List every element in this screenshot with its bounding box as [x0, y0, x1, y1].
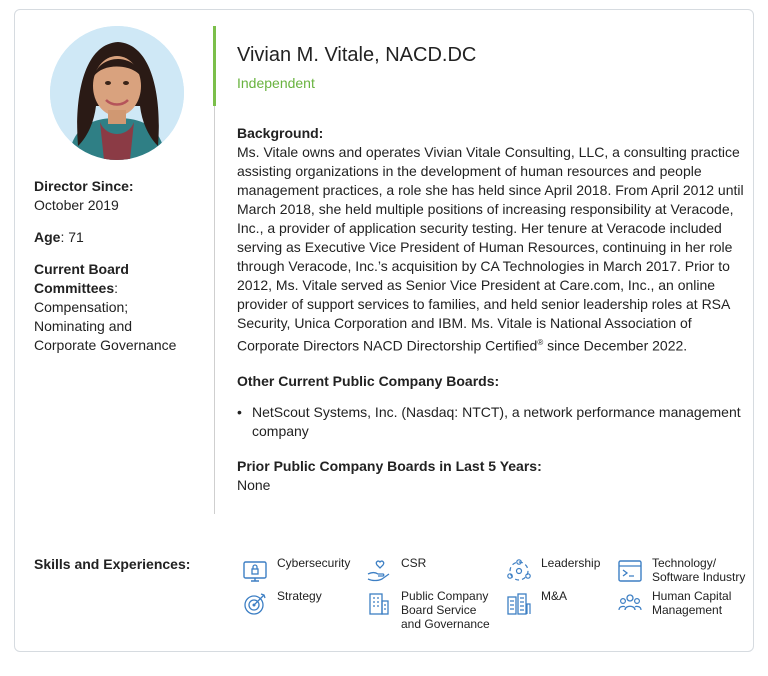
name-accent-bar — [213, 26, 216, 106]
skill-csr: CSR — [366, 556, 426, 584]
background-text: Ms. Vitale owns and operates Vivian Vitale Consulting, LLC, a consulting practice assisting organizations in the development of human resources and people management practices, a role she has held since April 2018. From April 2012 until March 2018, she held multiple positions of increasing responsibility at Veracode, Inc., a provider of application security testing. Her tenure at Veracode included serving as Executive Vice President of Human Resources, continuing in her role through Veracode, Inc.’s acquisition by CA Technologies in March 2017. Prior to 2012, Ms. Vitale served as Senior Vice President at Care.com, Inc., an online provider of support services to families, and held senior leadership roles at RSA Security, Unica Corporation and IBM. Ms. Vitale is National Association of Corporate Directors NACD Directorship Certified® since December 2022. — [237, 144, 744, 354]
age-value: : 71 — [60, 229, 84, 245]
hand-heart-icon — [366, 558, 392, 584]
skill-human-capital: Human Capital Management — [617, 589, 731, 617]
committees-colon: : — [114, 280, 119, 296]
prior-boards-heading: Prior Public Company Boards in Last 5 Years: — [237, 457, 542, 474]
director-since-value: October 2019 — [34, 197, 119, 213]
director-meta — [34, 177, 204, 368]
other-boards-list — [237, 403, 752, 441]
skill-public-company-board: Public Company Board Service and Governance — [366, 589, 490, 631]
terminal-window-icon — [617, 558, 643, 584]
committee-compensation: Compensation; — [34, 299, 129, 315]
independence-status: Independent — [237, 75, 315, 91]
people-group-icon — [617, 591, 643, 617]
building-icon — [366, 591, 392, 617]
people-circle-icon — [506, 558, 532, 584]
committee-governance: Corporate Governance — [34, 337, 177, 353]
committees-label-line2: Committees — [34, 280, 115, 296]
skill-cybersecurity: Cybersecurity — [242, 556, 350, 584]
director-photo — [50, 26, 184, 160]
director-details — [237, 124, 752, 495]
skill-m-and-a: M&A — [506, 589, 567, 617]
director-since-label: Director Since: — [34, 178, 134, 194]
prior-boards-value: None — [237, 476, 271, 493]
age-label: Age — [34, 229, 61, 245]
buildings-icon — [506, 591, 532, 617]
background-heading: Background: — [237, 125, 324, 141]
skill-strategy: Strategy — [242, 589, 322, 617]
list-item: • NetScout Systems, Inc. (Nasdaq: NTCT), a network performance management company — [237, 403, 752, 441]
lock-screen-icon — [242, 558, 268, 584]
director-name: Vivian M. Vitale, NACD.DC — [237, 44, 477, 66]
committee-nominating: Nominating and — [34, 318, 133, 334]
committees-label-line1: Current Board — [34, 261, 129, 277]
skills-label: Skills and Experiences: — [34, 556, 191, 572]
skill-leadership: Leadership — [506, 556, 600, 584]
other-boards-heading: Other Current Public Company Boards: — [237, 372, 500, 389]
target-icon — [242, 591, 268, 617]
skill-technology: Technology/ Software Industry — [617, 556, 745, 584]
